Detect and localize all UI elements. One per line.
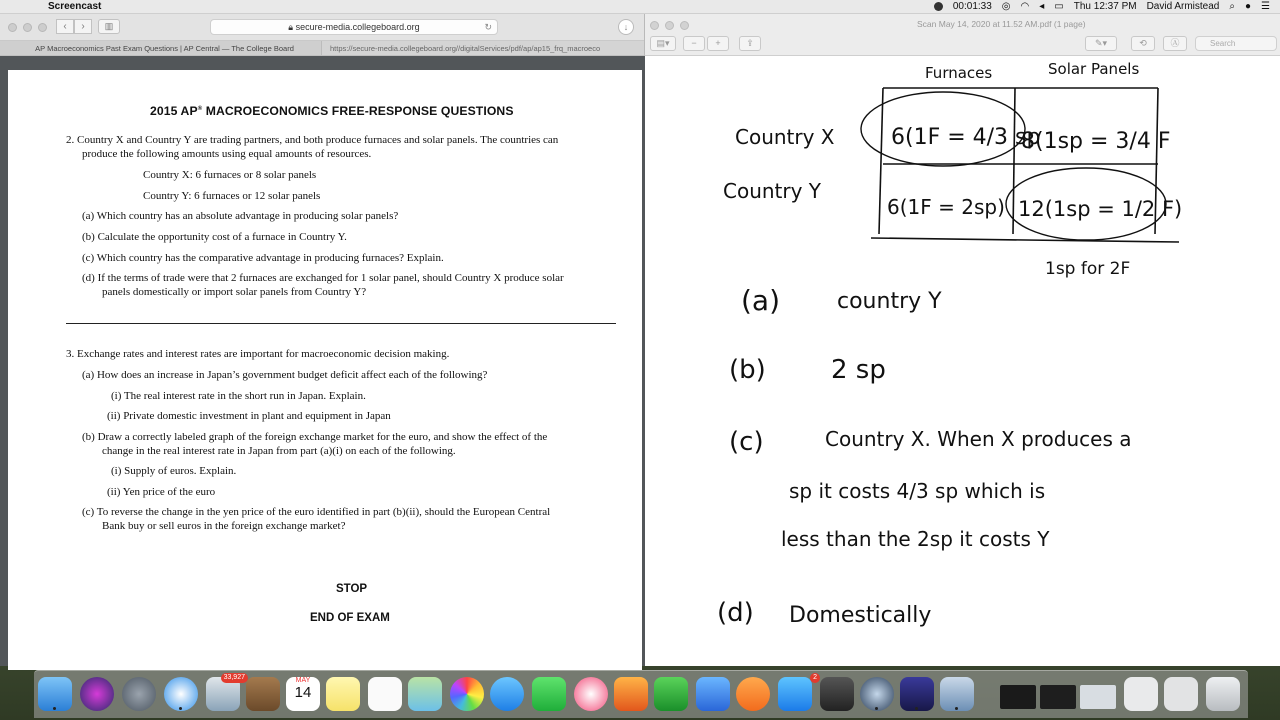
hw-part-d-answer: Domestically — [789, 603, 932, 628]
stop-text: STOP — [336, 583, 368, 595]
hw-part-b-label: (b) — [729, 355, 766, 385]
finder-icon[interactable] — [38, 677, 72, 711]
facetime-icon[interactable] — [532, 677, 566, 711]
safari-toolbar — [0, 14, 644, 41]
preview-zoom-button[interactable] — [680, 21, 689, 30]
quicktime-icon[interactable] — [860, 677, 894, 711]
q2-part-d-line-2: panels domestically or import solar panels from Country Y? — [102, 286, 367, 298]
mail-icon[interactable] — [206, 674, 245, 711]
q2-part-a: (a) Which country has an absolute advantage in producing solar panels? — [82, 210, 399, 222]
notification-center-icon[interactable]: ☰ — [1261, 1, 1270, 12]
preview-window-controls — [650, 21, 689, 30]
q2-part-c: (c) Which country has the comparative advantage in producing furnaces? Explain. — [82, 252, 444, 264]
tab-ap-central[interactable]: AP Macroeconomics Past Exam Questions | AP Central — The College Board — [0, 41, 322, 55]
q2-intro-line-1: 2. Country X and Country Y are trading partners, and both produce furnaces and solar panels. The countries can — [66, 134, 559, 146]
q3-part-b-line-1: (b) Draw a correctly labeled graph of the foreign exchange market for the euro, and show the effect of the — [82, 431, 548, 443]
keynote-icon[interactable] — [696, 677, 730, 711]
q2-intro-line-2: produce the following amounts using equal amounts of resources. — [82, 148, 372, 160]
downloads-icon[interactable]: ↓ — [618, 19, 634, 35]
numbers-icon[interactable] — [654, 677, 688, 711]
markup-pen-icon[interactable]: ✎▾ — [1085, 36, 1117, 51]
hw-part-c-label: (c) — [729, 427, 764, 457]
preview-minimize-button[interactable] — [665, 21, 674, 30]
preview-document-title[interactable]: Scan May 14, 2020 at 11.52 AM.pdf (1 page) — [917, 19, 1086, 29]
menu-bar — [0, 0, 1280, 14]
table-bottom-line — [871, 238, 1179, 242]
minimized-window-1[interactable] — [1000, 685, 1036, 709]
q3-part-b-ii: (ii) Yen price of the euro — [107, 486, 216, 498]
back-button[interactable]: ‹ — [56, 19, 74, 34]
safari-window — [0, 14, 645, 666]
hw-part-c-line-3: less than the 2sp it costs Y — [781, 527, 1050, 551]
q3-part-a-i: (i) The real interest rate in the short run in Japan. Explain. — [111, 390, 366, 402]
close-window-button[interactable] — [8, 23, 17, 32]
hw-col-furnaces: Furnaces — [925, 64, 993, 82]
zoom-in-icon[interactable]: + — [707, 36, 729, 51]
page-title: 2015 AP® MACROECONOMICS FREE-RESPONSE QUESTIONS — [150, 104, 514, 118]
section-divider — [66, 323, 616, 324]
dock — [34, 670, 1248, 718]
hw-x-furnaces: 6(1F = 4/3 sp — [891, 125, 1041, 150]
calendar-icon[interactable] — [286, 677, 320, 711]
markup-toolbar-icon[interactable]: Ⓐ — [1163, 36, 1187, 51]
hw-y-furnaces: 6(1F = 2sp) — [887, 195, 1005, 219]
calendar-month: MAY — [295, 677, 311, 684]
preview-close-button[interactable] — [650, 21, 659, 30]
hw-part-a-answer: country Y — [837, 289, 942, 314]
app-name-menu[interactable]: Screencast — [48, 1, 102, 12]
q3-part-a-ii: (ii) Private domestic investment in plant and equipment in Japan — [107, 410, 391, 422]
garageband-icon[interactable] — [820, 677, 854, 711]
country-x-production: Country X: 6 furnaces or 8 solar panels — [143, 169, 317, 181]
hw-y-solar: 12(1sp = 1/2 F) — [1018, 197, 1183, 221]
tab-pdf[interactable]: https://secure-media.collegeboard.org//digitalServices/pdf/ap/ap15_frq_macroeco — [330, 44, 601, 53]
hw-row-country-x: Country X — [735, 125, 835, 149]
preview-search-input[interactable]: Search — [1195, 36, 1277, 51]
hw-part-b-answer: 2 sp — [831, 355, 886, 385]
view-menu-icon[interactable]: ▤▾ — [650, 36, 676, 51]
safari-icon[interactable] — [164, 677, 198, 711]
share-icon[interactable]: ⇪ — [739, 36, 761, 51]
spotlight-search-icon[interactable]: ⌕ — [1229, 1, 1235, 12]
hw-part-c-line-1: Country X. When X produces a — [825, 427, 1132, 451]
recording-icon[interactable] — [934, 2, 943, 11]
app-store-badge: 2 — [810, 673, 820, 683]
app-store-icon[interactable] — [778, 674, 817, 711]
address-bar[interactable] — [210, 19, 498, 35]
volume-icon[interactable]: ◂ — [1039, 1, 1045, 12]
pdf-page — [8, 70, 642, 670]
q3-part-b-i: (i) Supply of euros. Explain. — [111, 465, 237, 477]
scanned-page — [653, 56, 1280, 666]
table-left-line — [879, 88, 883, 234]
trash-icon[interactable] — [1206, 677, 1240, 711]
hw-col-solar: Solar Panels — [1048, 60, 1140, 78]
pages-icon[interactable] — [614, 677, 648, 711]
minimized-window-2[interactable] — [1040, 685, 1076, 709]
preview-toolbar — [645, 14, 1280, 56]
address-bar-text: secure-media.collegeboard.org — [295, 22, 420, 32]
zoom-out-icon[interactable]: − — [683, 36, 705, 51]
reload-icon[interactable]: ↻ — [484, 22, 492, 32]
launchpad-icon[interactable] — [122, 677, 156, 711]
siri-menu-icon[interactable]: ● — [1244, 1, 1252, 12]
forward-button[interactable]: › — [74, 19, 92, 34]
music-icon[interactable] — [574, 677, 608, 711]
screencast-icon[interactable] — [900, 677, 934, 711]
end-of-exam-text: END OF EXAM — [310, 612, 390, 624]
hw-row-country-y: Country Y — [723, 179, 822, 203]
pdf-viewer[interactable] — [0, 56, 645, 666]
menu-clock[interactable]: Thu 12:37 PM — [1073, 1, 1137, 12]
hw-part-c-line-2: sp it costs 4/3 sp which is — [789, 479, 1046, 503]
recording-timer: 00:01:33 — [952, 1, 992, 12]
reminders-icon[interactable] — [368, 677, 402, 711]
downloads-stack-icon[interactable] — [1124, 677, 1158, 711]
rotate-icon[interactable]: ⟲ — [1131, 36, 1155, 51]
lock-icon: 🔒︎ — [288, 22, 294, 32]
q2-part-b: (b) Calculate the opportunity cost of a furnace in Country Y. — [82, 231, 347, 243]
documents-stack-icon[interactable] — [1164, 677, 1198, 711]
messages-icon[interactable] — [490, 677, 524, 711]
hw-x-solar: 8(1sp = 3/4 F — [1021, 129, 1171, 154]
zoom-window-button[interactable] — [38, 23, 47, 32]
mail-badge: 33,927 — [221, 673, 248, 683]
maps-icon[interactable] — [408, 677, 442, 711]
q2-part-d-line-1: (d) If the terms of trade were that 2 furnaces are exchanged for 1 solar panel, should Country X produce solar — [82, 272, 564, 284]
siri-icon[interactable]: ◎ — [1001, 1, 1011, 12]
siri-icon[interactable] — [80, 677, 114, 711]
contacts-icon[interactable] — [246, 677, 280, 711]
tab-bar — [0, 41, 644, 56]
wifi-icon[interactable]: ◠ — [1020, 1, 1030, 12]
battery-icon[interactable]: ▭ — [1054, 1, 1064, 12]
minimize-window-button[interactable] — [23, 23, 32, 32]
q3-intro: 3. Exchange rates and interest rates are important for macroeconomic decision making. — [66, 348, 450, 360]
country-y-production: Country Y: 6 furnaces or 12 solar panels — [143, 190, 321, 202]
sidebar-toggle-icon[interactable]: ▥ — [98, 19, 120, 34]
hw-terms-of-trade: 1sp for 2F — [1045, 259, 1131, 279]
window-controls — [8, 23, 47, 32]
hw-part-a-label: (a) — [741, 284, 781, 317]
q3-part-b-line-2: change in the real interest rate in Japan from part (a)(i) on each of the following. — [102, 445, 456, 457]
q3-part-c-line-2: Bank buy or sell euros in the foreign exchange market? — [102, 520, 346, 532]
calendar-day: 14 — [294, 684, 312, 701]
q3-part-c-line-1: (c) To reverse the change in the yen price of the euro identified in part (b)(ii), should the European Central — [82, 506, 551, 518]
notes-icon[interactable] — [326, 677, 360, 711]
preview-window — [645, 14, 1280, 666]
q3-part-a: (a) How does an increase in Japan’s government budget deficit affect each of the following? — [82, 369, 488, 381]
user-name-menu[interactable]: David Armistead — [1146, 1, 1220, 12]
photos-icon[interactable] — [450, 677, 484, 711]
minimized-window-3[interactable] — [1080, 685, 1116, 709]
books-icon[interactable] — [736, 677, 770, 711]
preview-app-icon[interactable] — [940, 677, 974, 711]
hw-part-d-label: (d) — [717, 598, 754, 628]
